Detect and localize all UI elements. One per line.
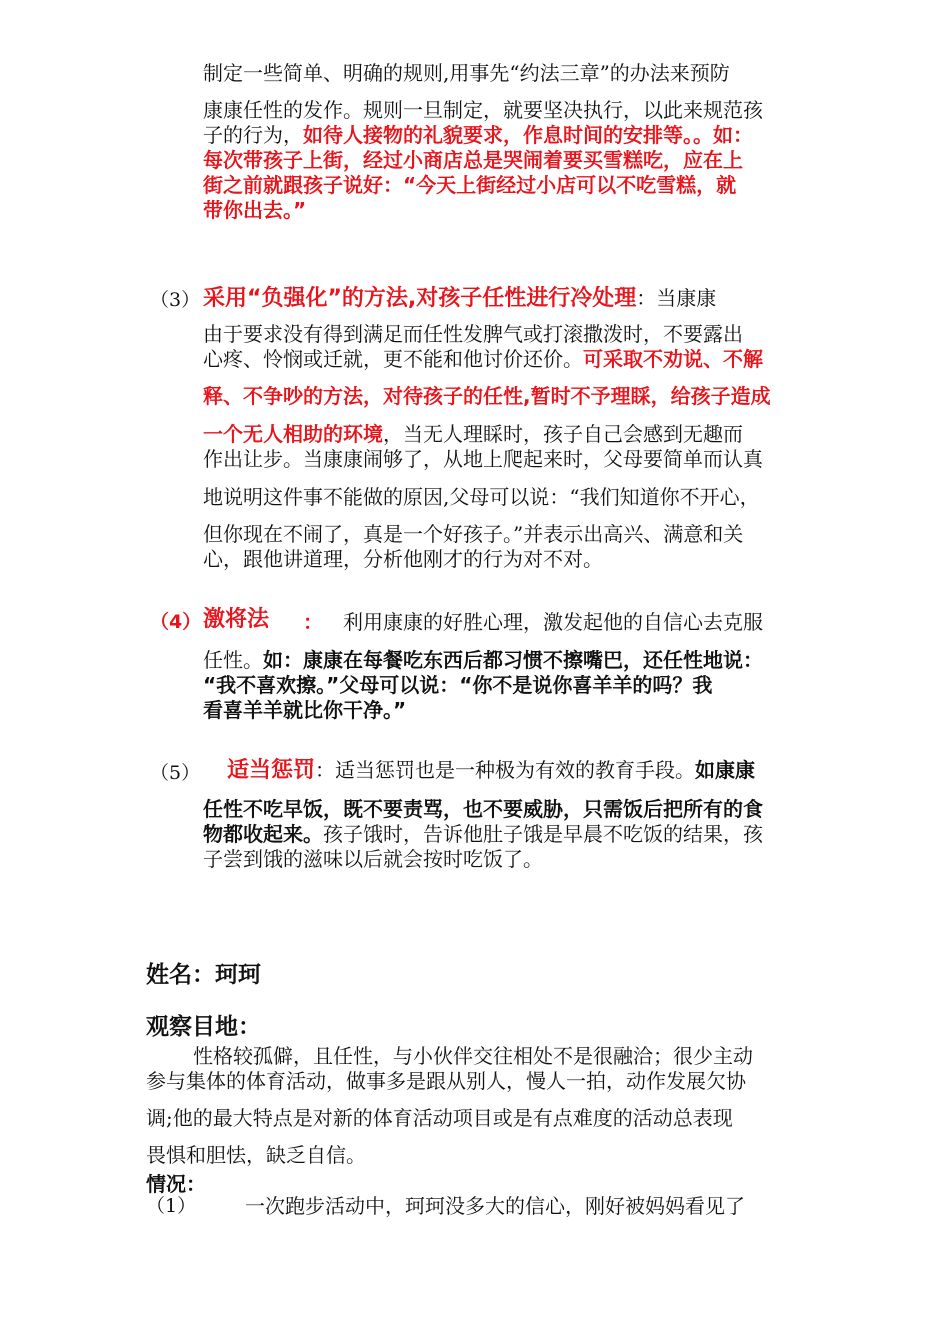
highlight-text: 可采取不劝说、不解 — [583, 347, 763, 371]
item-number: （4） — [150, 611, 202, 633]
method-heading-line — [227, 758, 755, 783]
text-line: 地说明这件事不能做的原因,父母可以说：“我们知道你不开心， — [203, 485, 760, 509]
text-line: 一次跑步活动中，珂珂没多大的信心，刚好被妈妈看见了 — [245, 1194, 745, 1218]
text-span: 子的行为， — [203, 123, 303, 147]
highlight-line: 释、不争吵的方法，对待孩子的任性,暂时不予理睬，给孩子造成 — [203, 384, 771, 408]
text-line: 康康任性的发作。规则一旦制定，就要坚决执行，以此来规范孩 — [203, 98, 763, 122]
highlight-line: 带你出去。” — [203, 198, 307, 222]
item-number: （3） — [150, 289, 201, 311]
bold-text: 物都收起来。 — [203, 822, 323, 846]
text-span: ：适当惩罚也是一种极为有效的教育手段。 — [315, 758, 696, 782]
bold-line: “我不喜欢擦。”父母可以说：“你不是说你喜羊羊的吗？我 — [203, 673, 713, 697]
text-line: 参与集体的体育活动，做事多是跟从别人，慢人一拍，动作发展欠协 — [146, 1069, 746, 1093]
text-line: 制定一些简单、明确的规则,用事先“约法三章”的办法来预防 — [203, 61, 730, 85]
method-heading: 采用“负强化”的方法,对孩子任性进行冷处理 — [203, 286, 637, 311]
highlight-line: 街之前就跟孩子说好：“今天上街经过小店可以不吃雪糕，就 — [203, 173, 737, 197]
highlight-text: 如待人接物的礼貌要求，作息时间的安排等。。如： — [303, 123, 753, 147]
method-heading: 适当惩罚 — [227, 758, 316, 783]
method-heading: 激将法 — [203, 607, 270, 632]
text-line — [203, 123, 753, 148]
text-line: 调;他的最大特点是对新的体育活动项目或是有点难度的活动总表现 — [146, 1106, 733, 1130]
text-span: 任性。 — [203, 648, 263, 672]
purpose-title: 观察目地： — [146, 1014, 261, 1040]
text-line: 心，跟他讲道理，分析他刚才的行为对不对。 — [203, 547, 603, 571]
text-line: 子尝到饿的滋味以后就会按时吃饭了。 — [203, 847, 543, 871]
text-line: 作出让步。当康康闹够了，从地上爬起来时，父母要简单而认真 — [203, 447, 763, 471]
highlight-line: 每次带孩子上街，经过小商店总是哭闹着要买雪糕吃，应在上 — [203, 148, 743, 172]
text-line: 畏惧和胆怯，缺乏自信。 — [146, 1143, 366, 1167]
text-span: ，当无人理睬时，孩子自己会感到无趣而 — [383, 422, 743, 446]
situation-title: 情况： — [146, 1172, 206, 1196]
text-span: 孩子饿时，告诉他肚子饿是早晨不吃饭的结果，孩 — [323, 822, 763, 846]
text-span: 心疼、怜悯或迁就，更不能和他讨价还价。 — [203, 347, 583, 371]
text-line: 利用康康的好胜心理，激发起他的自信心去克服 — [343, 610, 763, 634]
item-number: （5） — [150, 762, 201, 784]
text-line: 但你现在不闹了，真是一个好孩子。”并表示出高兴、满意和关 — [203, 522, 744, 546]
highlight-text: 一个无人相助的环境 — [203, 422, 383, 446]
bold-text: 如：康康在每餐吃东西后都习惯不擦嘴巴，还任性地说： — [263, 648, 763, 672]
bold-line: 看喜羊羊就比你干净。” — [203, 698, 407, 722]
text-line — [203, 648, 763, 673]
bold-line: 任性不吃早饭，既不要责骂，也不要威胁，只需饭后把所有的食 — [203, 797, 763, 821]
text-span: ：当康康 — [636, 286, 717, 310]
text-line — [203, 347, 763, 372]
text-line: 性格较孤僻，且任性，与小伙伴交往相处不是很融洽；很少主动 — [193, 1044, 753, 1068]
student-name: 姓名：珂珂 — [146, 962, 261, 988]
item-number: （1） — [146, 1195, 197, 1217]
method-heading-line — [203, 286, 716, 311]
heading-colon: ： — [303, 610, 323, 634]
text-line — [203, 422, 743, 447]
text-line — [203, 822, 763, 847]
bold-text: 如康康 — [695, 758, 756, 782]
text-line: 由于要求没有得到满足而任性发脾气或打滚撒泼时，不要露出 — [203, 322, 743, 346]
